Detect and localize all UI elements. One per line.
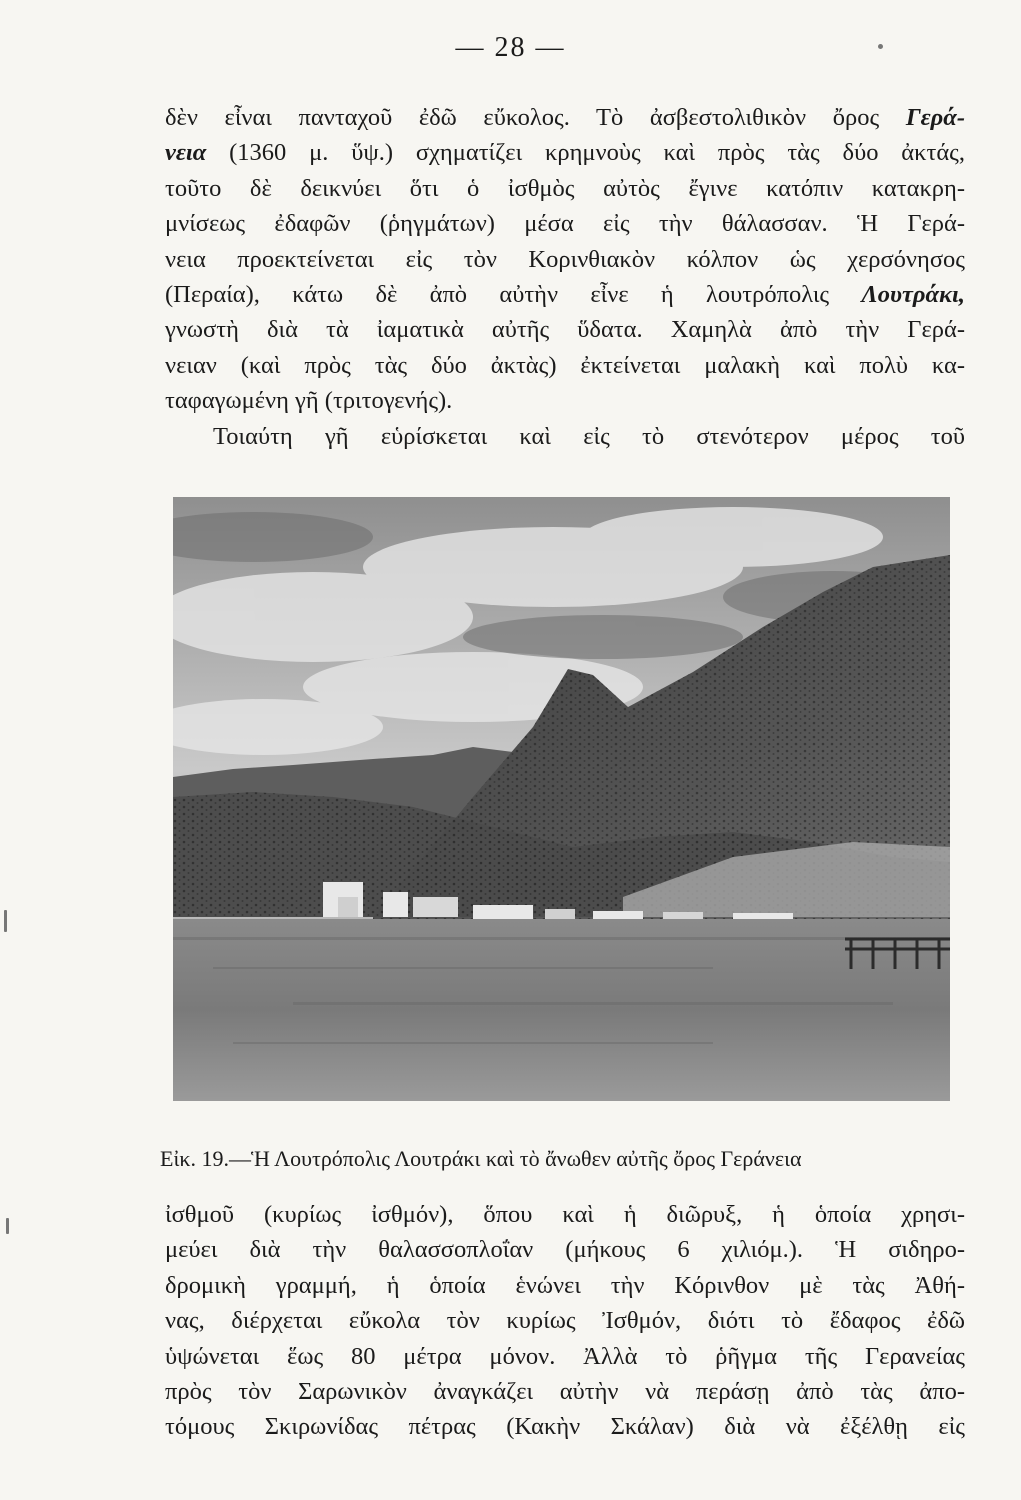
sea bbox=[173, 919, 950, 1101]
text-line: νας, διέρχεται εὔκολα τὸν κυρίως Ἰσθμόν, διότι τὸ ἔδαφος ἐδῶ bbox=[165, 1307, 965, 1335]
text-line: νεια προεκτείνεται εἰς τὸν Κορινθιακὸν κόλπον ὡς χερσόνησος bbox=[165, 245, 965, 273]
text-line: νειαν (καὶ πρὸς τὰς δύο ἀκτὰς) ἐκτείνεται μαλακὴ καὶ πολὺ κα- bbox=[165, 351, 965, 379]
text-line: δὲν εἶναι πανταχοῦ ἐδῶ εὔκολος. Τὸ ἀσβεστολιθικὸν ὄρος Γερά- bbox=[165, 104, 965, 131]
photo-drawing bbox=[173, 497, 950, 1101]
text-line: μνίσεως ἐδαφῶν (ῥηγμάτων) μέσα εἰς τὴν θάλασσαν. Ἡ Γερά- bbox=[165, 210, 965, 238]
bold-term: νεια bbox=[165, 139, 207, 167]
bold-term: Λουτράκι, bbox=[861, 281, 965, 309]
text-line: νεια (1360 μ. ὕψ.) σχηματίζει κρημνοὺς καὶ πρὸς τὰς δύο ἀκτάς, bbox=[165, 139, 965, 167]
text-line: πρὸς τὸν Σαρωνικὸν ἀναγκάζει αὐτὴν νὰ περάσῃ ἀπὸ τὰς ἀπο- bbox=[165, 1378, 965, 1406]
paragraph-bottom bbox=[165, 1197, 965, 1445]
text-line: ἰσθμοῦ (κυρίως ἰσθμόν), ὅπου καὶ ἡ διῶρυξ, ἡ ὁποία χρησι- bbox=[165, 1201, 965, 1228]
text-line: γνωστὴ διὰ τὰ ἰαματικὰ αὐτῆς ὕδατα. Χαμηλὰ ἀπὸ τὴν Γερά- bbox=[165, 316, 965, 344]
paragraph-top bbox=[165, 100, 965, 454]
text-line: δρομικὴ γραμμή, ἡ ὁποία ἑνώνει τὴν Κόρινθον μὲ τὰς Ἀθή- bbox=[165, 1271, 965, 1299]
scan-speck bbox=[878, 44, 883, 49]
text-line: (Περαία), κάτω δὲ ἀπὸ αὐτὴν εἶνε ἡ λουτρόπολις Λουτράκι, bbox=[165, 281, 965, 309]
text-line: Τοιαύτη γῆ εὑρίσκεται καὶ εἰς τὸ στενότερον μέρος τοῦ bbox=[213, 422, 965, 450]
scan-speck bbox=[6, 1218, 9, 1234]
text-line: ταφαγωμένη γῆ (τριτογενής). bbox=[165, 387, 453, 415]
scan-speck bbox=[4, 910, 7, 932]
text-line: τόμους Σκιρωνίδας πέτρας (Κακὴν Σκάλαν) διὰ νὰ ἐξέλθῃ εἰς bbox=[165, 1413, 965, 1441]
photo-loutraki-geraneia bbox=[173, 497, 950, 1101]
figure-caption: Εἰκ. 19.—Ἡ Λουτρόπολις Λουτράκι καὶ τὸ ἄνωθεν αὐτῆς ὄρος Γεράνεια bbox=[160, 1146, 802, 1171]
page-number: — 28 — bbox=[455, 32, 566, 63]
bold-term: Γερά- bbox=[905, 104, 965, 131]
text-line: ὑψώνεται ἕως 80 μέτρα μόνον. Ἀλλὰ τὸ ῥῆγμα τῆς Γερανείας bbox=[165, 1342, 965, 1370]
text-line: μεύει διὰ τὴν θαλασσοπλοΐαν (μήκους 6 χιλιόμ.). Ἡ σιδηρο- bbox=[165, 1236, 965, 1264]
text-line: τοῦτο δὲ δεικνύει ὅτι ὁ ἰσθμὸς αὐτὸς ἔγινε κατόπιν κατακρη- bbox=[165, 174, 965, 202]
